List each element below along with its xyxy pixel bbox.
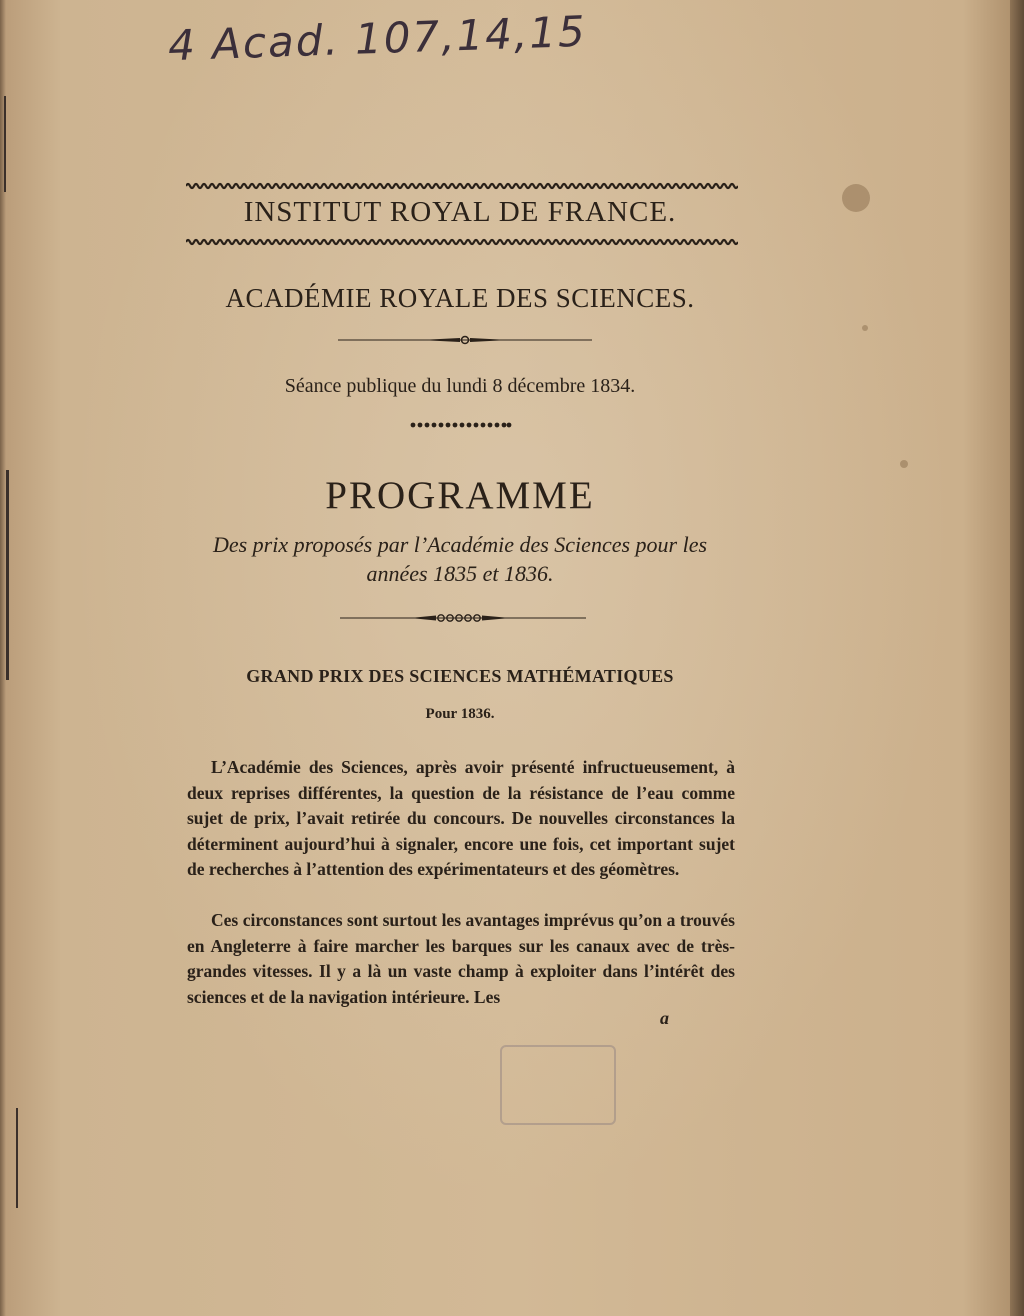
foxing-spot	[842, 184, 870, 212]
academie-divider-ornament	[338, 335, 592, 345]
library-stamp-faint	[500, 1045, 616, 1125]
margin-mark	[16, 1108, 18, 1208]
margin-mark	[4, 96, 6, 192]
margin-mark	[6, 470, 9, 680]
section-heading: GRAND PRIX DES SCIENCES MATHÉMATIQUES	[246, 666, 674, 686]
right-page-edge	[1010, 0, 1024, 1316]
section-year: Pour 1836.	[425, 706, 495, 722]
handwritten-shelfmark: 4 Acad. 107,14,15	[167, 6, 588, 71]
programme-title: PROGRAMME	[325, 474, 595, 517]
top-rule-ornament	[186, 182, 738, 190]
programme-subtitle-line-1: Des prix proposés par l’Académie des Sciences pour les	[212, 532, 708, 557]
academie-heading: ACADÉMIE ROYALE DES SCIENCES.	[225, 283, 695, 313]
seance-date-line: Séance publique du lundi 8 décembre 1834.	[284, 375, 636, 397]
body-paragraph-1: L’Académie des Sciences, après avoir présenté infructueusement, à deux reprises différentes, la question de la résistance de l’eau comme sujet de prix, l’avait retirée du concours. De nouvelles circonstances la déterminent aujourd’hui à signaler, encore une fois, cet important sujet de recherches à l’attention des expérimentateurs et des géomètres.	[187, 757, 735, 879]
foxing-spot	[900, 460, 908, 468]
foxing-spot	[862, 325, 868, 331]
body-paragraph-2: Ces circonstances sont surtout les avantages imprévus qu’on a trouvés en Angleterre à faire marcher les barques sur les canaux avec de très-grandes vitesses. Il y a là un vaste champ à exploiter dans l’intérêt des sciences et de la navigation intérieure. Les	[187, 910, 735, 1007]
seance-dots-ornament	[410, 421, 512, 429]
programme-subtitle-line-2: années 1835 et 1836.	[366, 561, 554, 586]
institute-rule-ornament	[186, 238, 738, 246]
programme-divider-ornament	[340, 612, 586, 622]
institute-heading: INSTITUT ROYAL DE FRANCE.	[243, 196, 677, 228]
signature-mark: a	[660, 1008, 669, 1028]
